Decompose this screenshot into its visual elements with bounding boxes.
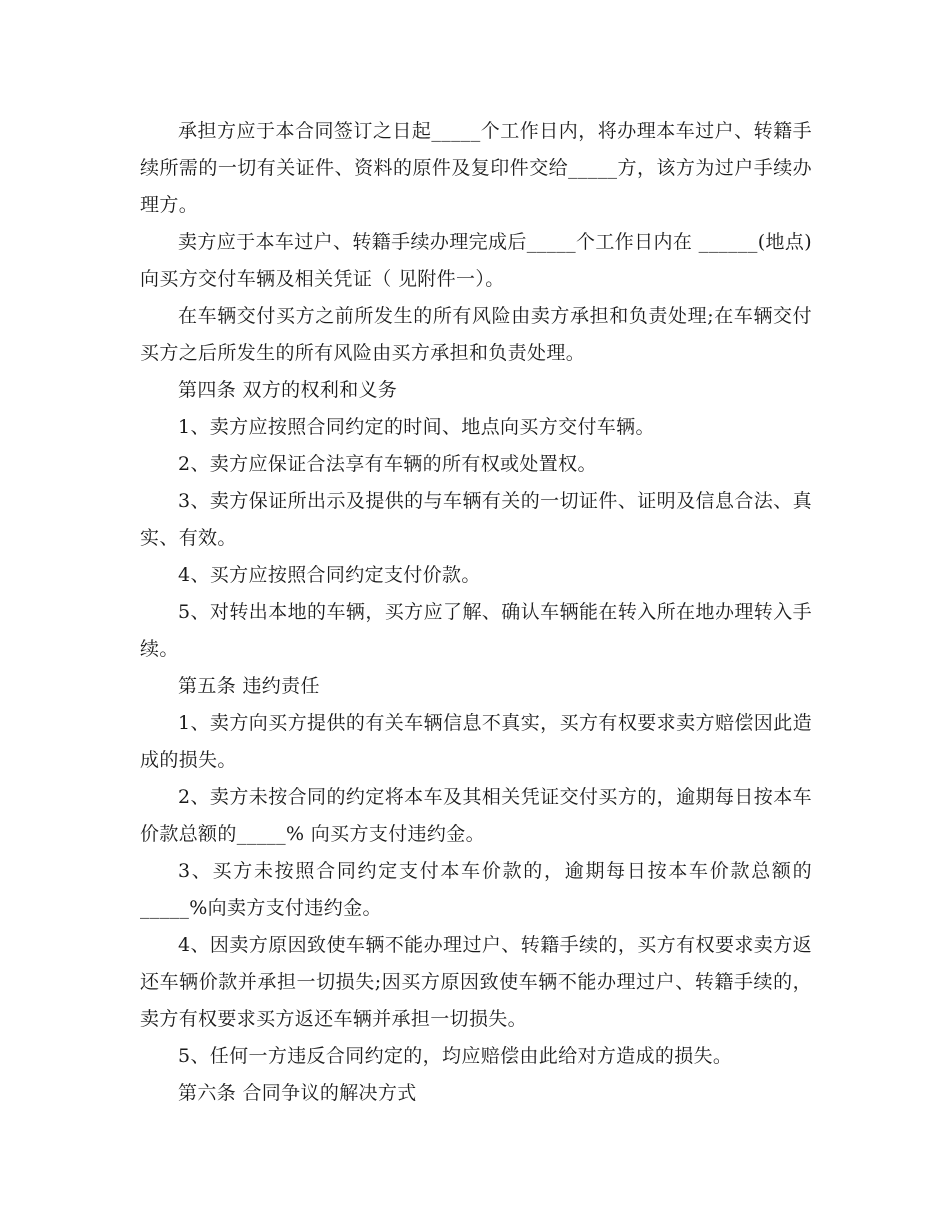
section-heading-article-5: 第五条 违约责任 xyxy=(178,675,320,697)
clause-5-1: 1、卖方向买方提供的有关车辆信息不真实，买方有权要求卖方赔偿因此造成的损失。 xyxy=(140,712,812,771)
paragraph-transfer-documents: 承担方应于本合同签订之日起_____个工作日内，将办理本车过户、转籍手续所需的一切有关证件、资料的原件及复印件交给_____方，该方为过户手续办理方。 xyxy=(140,120,812,216)
clause-5-2: 2、卖方未按合同的约定将本车及其相关凭证交付买方的，逾期每日按本车价款总额的_____% 向买方支付违约金。 xyxy=(140,786,812,845)
document-body xyxy=(140,113,812,1112)
paragraph-risk-transfer: 在车辆交付买方之前所发生的所有风险由卖方承担和负责处理;在车辆交付买方之后所发生的所有风险由买方承担和负责处理。 xyxy=(140,305,812,364)
section-heading-article-6: 第六条 合同争议的解决方式 xyxy=(178,1082,417,1104)
paragraph-vehicle-delivery: 卖方应于本车过户、转籍手续办理完成后_____个工作日内在 ______(地点)向买方交付车辆及相关凭证（ 见附件一）。 xyxy=(140,231,812,290)
clause-4-4: 4、买方应按照合同约定支付价款。 xyxy=(178,564,481,586)
clause-4-1: 1、卖方应按照合同约定的时间、地点向买方交付车辆。 xyxy=(178,416,655,438)
clause-4-3: 3、卖方保证所出示及提供的与车辆有关的一切证件、证明及信息合法、真实、有效。 xyxy=(140,490,812,549)
clause-5-4: 4、因卖方原因致使车辆不能办理过户、转籍手续的，买方有权要求卖方返还车辆价款并承担一切损失;因买方原因致使车辆不能办理过户、转籍手续的，卖方有权要求买方返还车辆并承担一切损失。 xyxy=(140,934,812,1030)
clause-5-5: 5、任何一方违反合同约定的，均应赔偿由此给对方造成的损失。 xyxy=(178,1045,733,1067)
clause-5-3: 3、买方未按照合同约定支付本车价款的，逾期每日按本车价款总额的_____%向卖方支付违约金。 xyxy=(140,860,812,919)
section-heading-article-4: 第四条 双方的权利和义务 xyxy=(178,379,398,401)
clause-4-2: 2、卖方应保证合法享有车辆的所有权或处置权。 xyxy=(178,453,597,475)
clause-4-5: 5、对转出本地的车辆，买方应了解、确认车辆能在转入所在地办理转入手续。 xyxy=(140,601,812,660)
